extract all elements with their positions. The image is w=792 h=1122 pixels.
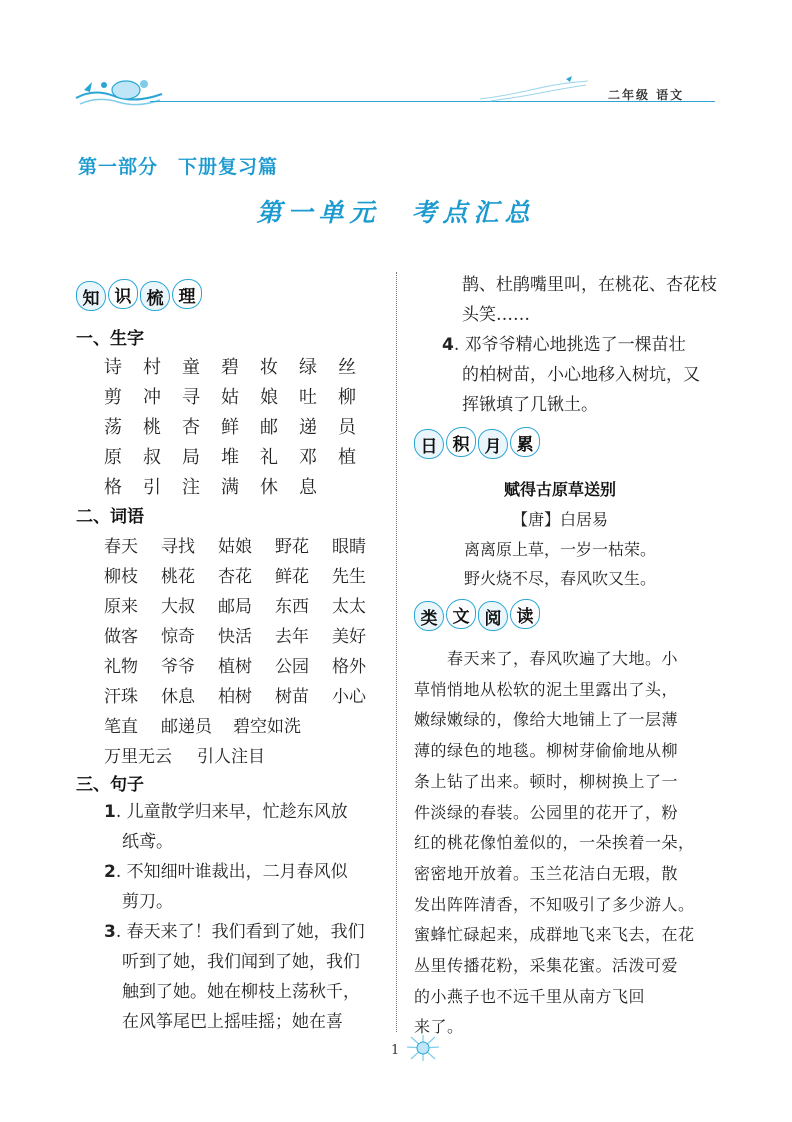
word: 太太 xyxy=(332,597,366,617)
word: 鲜花 xyxy=(275,567,309,587)
badge-reading xyxy=(414,596,542,636)
badge-char: 知 xyxy=(76,281,106,311)
word: 桃花 xyxy=(161,567,195,587)
char: 递 xyxy=(299,417,317,438)
sentence-3-cont: 听到了她，我们闻到了她，我们 xyxy=(122,952,360,972)
badge-char: 文 xyxy=(446,599,476,629)
passage-line: 条上钻了出来。顿时，柳树换上了一 xyxy=(414,771,679,791)
word: 柏树 xyxy=(218,687,252,707)
char: 娘 xyxy=(260,387,278,408)
char-row xyxy=(104,413,377,439)
word: 树苗 xyxy=(275,687,309,707)
word: 万里无云 xyxy=(104,747,172,767)
sentence-text: . 春天来了！我们看到了她，我们 xyxy=(115,922,365,942)
word: 美好 xyxy=(332,627,366,647)
badge-char: 识 xyxy=(108,279,138,309)
unit-title: 第一单元 考点汇总 xyxy=(256,198,536,227)
char: 叔 xyxy=(143,447,161,468)
sentence-3-cont: 头笑…… xyxy=(462,305,530,325)
char: 荡 xyxy=(104,417,122,438)
char: 格 xyxy=(104,477,122,498)
sentence-number: 4 xyxy=(442,335,454,355)
char: 鲜 xyxy=(221,417,239,438)
char: 邓 xyxy=(299,447,317,468)
badge-knowledge xyxy=(76,276,204,316)
char-row xyxy=(104,443,377,469)
sentence-1-cont: 纸鸢。 xyxy=(122,832,173,852)
badge-char: 积 xyxy=(446,427,476,457)
char: 杏 xyxy=(182,417,200,438)
column-divider xyxy=(396,272,397,1032)
word-row xyxy=(104,682,389,707)
word: 植树 xyxy=(218,657,252,677)
passage-line: 丛里传播花粉，采集花蜜。活泼可爱 xyxy=(414,956,679,976)
poem-line: 离离原上草，一岁一枯荣。 xyxy=(463,540,656,559)
passage-line: 的小燕子也不远千里从南方飞回 xyxy=(414,986,646,1006)
word-row xyxy=(104,712,343,737)
passage-line: 件淡绿的春装。公园里的花开了，粉 xyxy=(414,802,679,822)
char: 邮 xyxy=(260,417,278,438)
badge-char: 阅 xyxy=(478,601,508,631)
word: 眼睛 xyxy=(332,537,366,557)
sentence-text: . 不知细叶谁裁出，二月春风似 xyxy=(115,862,348,882)
word: 邮局 xyxy=(218,597,252,617)
char: 剪 xyxy=(104,387,122,408)
sentence-4-cont: 挥锹填了几锹土。 xyxy=(462,395,598,415)
word: 邮递员 xyxy=(161,717,212,737)
sentence-2 xyxy=(104,857,348,887)
char: 息 xyxy=(299,477,317,498)
char: 寻 xyxy=(182,387,200,408)
char: 植 xyxy=(338,447,356,468)
word: 姑娘 xyxy=(218,537,252,557)
sentence-4 xyxy=(442,330,686,360)
char: 柳 xyxy=(338,387,356,408)
badge-char: 梳 xyxy=(140,281,170,311)
sentence-number: 3 xyxy=(104,922,116,942)
char: 村 xyxy=(143,357,161,378)
char: 姑 xyxy=(221,387,239,408)
word: 公园 xyxy=(275,657,309,677)
char: 冲 xyxy=(143,387,161,408)
word-row xyxy=(104,592,389,617)
word: 休息 xyxy=(161,687,195,707)
passage-line: 春天来了，春风吹遍了大地。小 xyxy=(414,649,679,668)
sentence-number: 1 xyxy=(104,802,116,822)
sentence-3 xyxy=(104,917,365,947)
word: 寻找 xyxy=(161,537,195,557)
char-row xyxy=(104,473,338,499)
word-row xyxy=(104,532,389,557)
char: 吐 xyxy=(299,387,317,408)
section-heading-words: 二、词语 xyxy=(76,507,144,527)
word: 惊奇 xyxy=(161,627,195,647)
sentence-4-cont: 的柏树苗，小心地移入树坑，又 xyxy=(462,365,700,385)
badge-char: 读 xyxy=(510,599,540,629)
sentence-2-cont: 剪刀。 xyxy=(122,892,173,912)
word-row xyxy=(104,562,389,587)
word: 野花 xyxy=(275,537,309,557)
passage-line: 红的桃花像怕羞似的，一朵挨着一朵， xyxy=(414,833,695,853)
word: 礼物 xyxy=(104,657,138,677)
passage-line: 薄的绿色的地毯。柳树芽偷偷地从柳 xyxy=(414,741,679,761)
word: 大叔 xyxy=(161,597,195,617)
header-decoration-icon xyxy=(74,70,164,110)
word-row xyxy=(104,742,307,767)
badge-char: 类 xyxy=(414,601,444,631)
badge-char: 累 xyxy=(510,427,540,457)
word: 东西 xyxy=(275,597,309,617)
word: 柳枝 xyxy=(104,567,138,587)
passage-line: 蜜蜂忙碌起来，成群地飞来飞去，在花 xyxy=(414,925,695,945)
char: 堆 xyxy=(221,447,239,468)
char-row xyxy=(104,383,377,409)
passage-line: 嫩绿嫩绿的，像给大地铺上了一层薄 xyxy=(414,710,679,730)
word: 杏花 xyxy=(218,567,252,587)
badge-char: 日 xyxy=(414,429,444,459)
word: 做客 xyxy=(104,627,138,647)
sentence-text: . 儿童散学归来早，忙趁东风放 xyxy=(115,802,348,822)
poem-title: 赋得古原草送别 xyxy=(503,480,616,499)
char: 桃 xyxy=(143,417,161,438)
word: 笔直 xyxy=(104,717,138,737)
char: 丝 xyxy=(338,357,356,378)
section-heading-sentences: 三、句子 xyxy=(76,775,144,795)
word: 快活 xyxy=(218,627,252,647)
sun-flower-icon xyxy=(405,1033,441,1063)
word: 春天 xyxy=(104,537,138,557)
char: 原 xyxy=(104,447,122,468)
poem-author: 【唐】白居易 xyxy=(511,510,608,529)
wave-decoration-icon xyxy=(480,75,590,103)
char: 引 xyxy=(143,477,161,498)
char-row xyxy=(104,353,377,379)
badge-daily xyxy=(414,424,542,464)
page-number: 1 xyxy=(391,1043,400,1058)
badge-char: 理 xyxy=(172,279,202,309)
passage-line: 来了。 xyxy=(414,1017,464,1037)
word: 去年 xyxy=(275,627,309,647)
sentence-3-cont: 鹊、杜鹃嘴里叫，在桃花、杏花枝 xyxy=(462,275,717,295)
char: 绿 xyxy=(299,357,317,378)
char: 诗 xyxy=(104,357,122,378)
section-heading-characters: 一、生字 xyxy=(76,329,144,349)
word: 汗珠 xyxy=(104,687,138,707)
char: 童 xyxy=(182,357,200,378)
passage-line: 密密地开放着。玉兰花洁白无瑕，散 xyxy=(414,863,679,883)
word: 碧空如洗 xyxy=(233,717,301,737)
badge-char: 月 xyxy=(478,429,508,459)
word: 先生 xyxy=(332,567,366,587)
word: 小心 xyxy=(332,687,366,707)
word: 格外 xyxy=(332,657,366,677)
part-title: 第一部分 下册复习篇 xyxy=(78,156,279,178)
passage-line: 草悄悄地从松软的泥土里露出了头， xyxy=(414,679,679,699)
passage-line: 发出阵阵清香，不知吸引了多少游人。 xyxy=(414,894,695,914)
sentence-1 xyxy=(104,797,348,827)
word-row xyxy=(104,622,389,647)
word: 引人注目 xyxy=(197,747,265,767)
poem-line: 野火烧不尽，春风吹又生。 xyxy=(463,569,656,588)
char: 妆 xyxy=(260,357,278,378)
char: 礼 xyxy=(260,447,278,468)
char: 员 xyxy=(338,417,356,438)
word-row xyxy=(104,652,389,677)
char: 局 xyxy=(182,447,200,468)
char: 碧 xyxy=(221,357,239,378)
sentence-3-cont: 在风筝尾巴上摇哇摇；她在喜 xyxy=(122,1012,343,1032)
char: 休 xyxy=(260,477,278,498)
char: 注 xyxy=(182,477,200,498)
grade-subject-label: 二年级 语文 xyxy=(608,88,685,102)
reading-passage xyxy=(414,644,724,1043)
char: 满 xyxy=(221,477,239,498)
sentence-text: . 邓爷爷精心地挑选了一棵苗壮 xyxy=(453,335,686,355)
sentence-3-cont: 触到了她。她在柳枝上荡秋千， xyxy=(122,982,360,1002)
word: 原来 xyxy=(104,597,138,617)
sentence-number: 2 xyxy=(104,862,116,882)
word: 爷爷 xyxy=(161,657,195,677)
